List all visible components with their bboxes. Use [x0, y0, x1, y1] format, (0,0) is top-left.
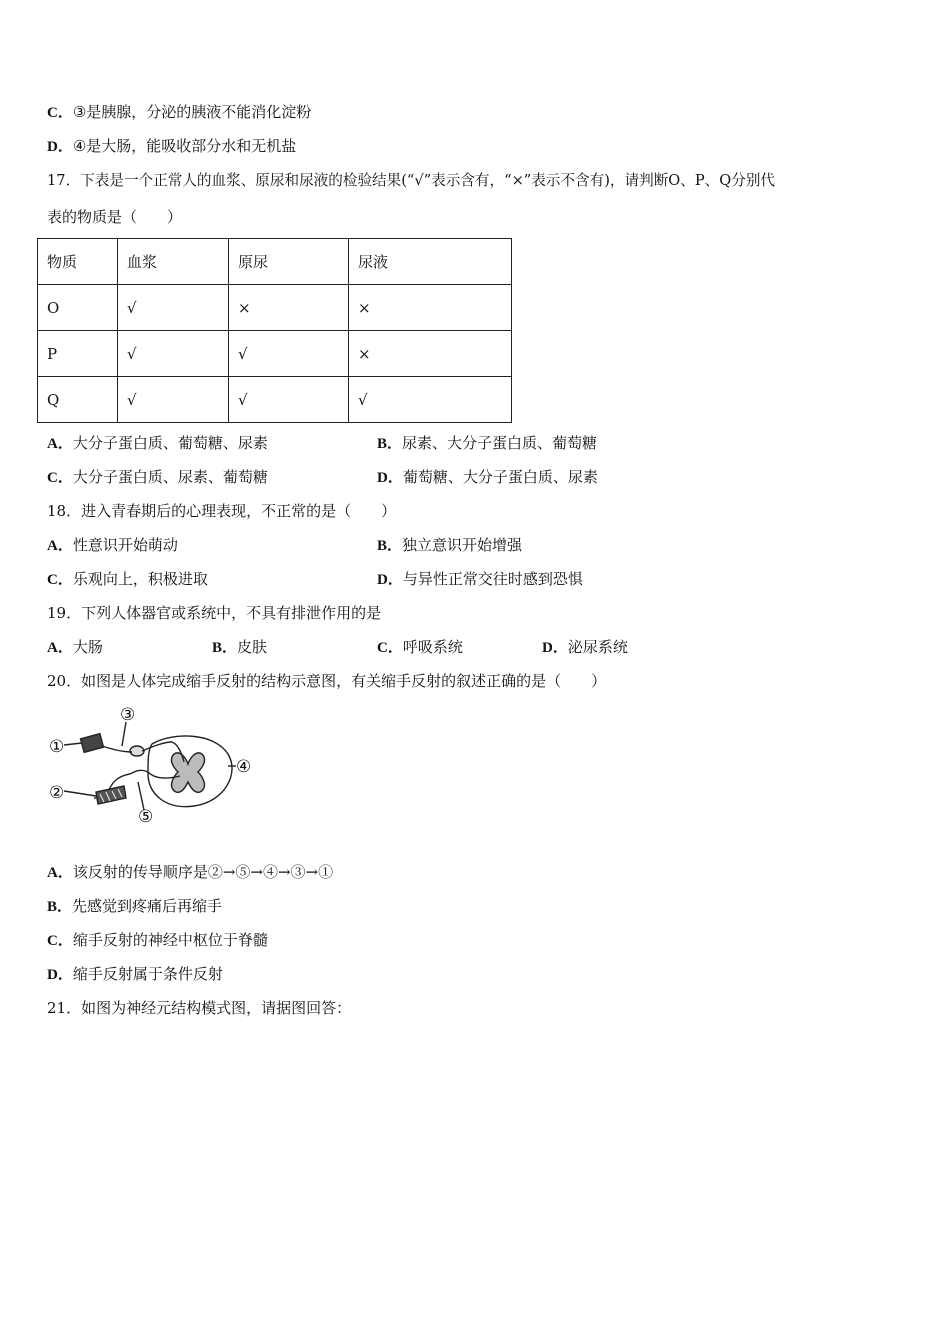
- option-label: D．: [377, 572, 403, 588]
- table-header-cell: 血浆: [118, 239, 229, 285]
- figure-label: ②: [49, 783, 65, 803]
- q18-number: 18．: [47, 502, 82, 520]
- figure-label: ④: [236, 757, 252, 777]
- option-label: A．: [47, 640, 73, 656]
- table-cell: O: [38, 285, 118, 331]
- option-text: 与异性正常交往时感到恐惧: [402, 570, 583, 588]
- option-label: D．: [542, 640, 568, 656]
- q18-stem: [47, 501, 396, 521]
- q21-stem: [47, 998, 351, 1018]
- q21-stem-text: 如图为神经元结构模式图，请据图回答：: [81, 999, 352, 1017]
- option-text: 泌尿系统: [567, 638, 628, 656]
- option-label: B．: [212, 640, 238, 656]
- q20-stem-text: 如图是人体完成缩手反射的结构示意图，有关缩手反射的叙述正确的是（ ）: [81, 672, 607, 690]
- q18-option-b: [377, 535, 522, 556]
- option-text: 独立意识开始增强: [402, 536, 523, 554]
- option-text: 该反射的传导顺序是②→⑤→④→③→①: [72, 863, 334, 881]
- q17-option-b: [377, 433, 597, 454]
- table-cell: ×: [349, 285, 512, 331]
- efferent-nerve: [130, 770, 180, 778]
- table-cell: √: [118, 285, 229, 331]
- option-label: B．: [47, 899, 73, 915]
- option-d-prev: [47, 136, 296, 157]
- option-text: 性意识开始萌动: [72, 536, 178, 554]
- receptor-skin: [81, 734, 104, 753]
- table-cell: √: [118, 377, 229, 423]
- option-text: 大分子蛋白质、尿素、葡萄糖: [72, 468, 268, 486]
- q19-number: 19．: [47, 604, 82, 622]
- q19-option-a: [47, 637, 103, 658]
- q18-stem-text: 进入青春期后的心理表现，不正常的是（ ）: [81, 502, 397, 520]
- table-cell: √: [229, 377, 349, 423]
- q17-option-a: [47, 433, 268, 454]
- q18-option-a: [47, 535, 178, 556]
- option-text: 葡萄糖、大分子蛋白质、尿素: [402, 468, 598, 486]
- table-cell: √: [349, 377, 512, 423]
- q17-option-d: [377, 467, 598, 488]
- option-label: D．: [47, 967, 73, 983]
- option-text: 皮肤: [237, 638, 268, 656]
- figure-label: ⑤: [138, 807, 154, 827]
- option-label: C．: [47, 933, 73, 949]
- table-cell: ×: [229, 285, 349, 331]
- option-text: 大分子蛋白质、葡萄糖、尿素: [72, 434, 268, 452]
- q19-option-c: [377, 637, 463, 658]
- option-text: 呼吸系统: [402, 638, 463, 656]
- q18-option-d: [377, 569, 583, 590]
- grey-matter: [171, 753, 204, 792]
- option-text: 乐观向上，积极进取: [72, 570, 208, 588]
- table-cell: Q: [38, 377, 118, 423]
- table-row: [38, 331, 512, 377]
- option-text: 尿素、大分子蛋白质、葡萄糖: [402, 434, 598, 452]
- option-label: D．: [47, 139, 73, 155]
- table-cell: ×: [349, 331, 512, 377]
- option-text: 先感觉到疼痛后再缩手: [72, 897, 223, 915]
- q17-option-c: [47, 467, 268, 488]
- q19-option-b: [212, 637, 267, 658]
- option-text: 缩手反射的神经中枢位于脊髓: [72, 931, 268, 949]
- afferent-nerve: [102, 746, 132, 752]
- option-label: C．: [47, 572, 73, 588]
- reflex-arc-figure: [44, 702, 259, 830]
- q21-number: 21．: [47, 999, 82, 1017]
- table-header-row: [38, 239, 512, 285]
- q17-stem-line2: 表的物质是（ ）: [47, 208, 183, 226]
- option-label: A．: [47, 865, 73, 881]
- option-label: C．: [47, 105, 73, 121]
- table-cell: √: [229, 331, 349, 377]
- q20-stem: [47, 671, 606, 691]
- q20-option-a: [47, 862, 333, 883]
- figure-label: ①: [49, 737, 65, 757]
- option-label: A．: [47, 436, 73, 452]
- q20-number: 20．: [47, 672, 82, 690]
- q17-stem-line1: [47, 171, 775, 191]
- table-row: [38, 377, 512, 423]
- option-label: C．: [377, 640, 403, 656]
- table-header-cell: 原尿: [229, 239, 349, 285]
- table-row: [38, 285, 512, 331]
- option-text: 大肠: [72, 638, 103, 656]
- option-text: ④是大肠，能吸收部分水和无机盐: [72, 137, 297, 155]
- option-text: 缩手反射属于条件反射: [72, 965, 223, 983]
- table-header-cell: 尿液: [349, 239, 512, 285]
- q20-option-b: [47, 896, 222, 917]
- q19-option-d: [542, 637, 628, 658]
- table-header-cell: 物质: [38, 239, 118, 285]
- q19-stem: [47, 603, 381, 623]
- option-label: A．: [47, 538, 73, 554]
- figure-label: ③: [120, 705, 136, 725]
- option-label: B．: [377, 436, 403, 452]
- q20-option-d: [47, 964, 223, 985]
- option-c-prev: [47, 102, 311, 123]
- ganglion: [130, 746, 144, 756]
- q20-option-c: [47, 930, 268, 951]
- table-cell: √: [118, 331, 229, 377]
- option-label: C．: [47, 470, 73, 486]
- option-text: ③是胰腺，分泌的胰液不能消化淀粉: [72, 103, 312, 121]
- q18-option-c: [47, 569, 208, 590]
- q17-stem-text: 下表是一个正常人的血浆、原尿和尿液的检验结果(“√”表示含有，“×”表示不含有)，请判断O、P、Q分别代: [80, 172, 776, 189]
- q19-stem-text: 下列人体器官或系统中，不具有排泄作用的是: [81, 604, 382, 622]
- option-label: D．: [377, 470, 403, 486]
- table-cell: P: [38, 331, 118, 377]
- q17-number: 17．: [47, 172, 81, 189]
- q17-table: [37, 238, 512, 423]
- option-label: B．: [377, 538, 403, 554]
